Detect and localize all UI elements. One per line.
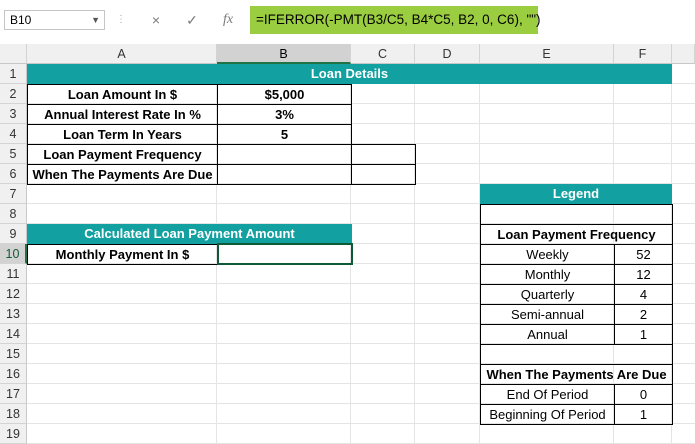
legend-due-value: 1	[614, 404, 673, 425]
row-header-8[interactable]: 8	[0, 204, 27, 224]
legend-due-header: When The Payments Are Due	[480, 364, 673, 385]
row-header-6[interactable]: 6	[0, 164, 27, 184]
row-header-14[interactable]: 14	[0, 324, 27, 344]
loan-details-header: Loan Details	[27, 64, 672, 84]
row-header-17[interactable]: 17	[0, 384, 27, 404]
row-header-7[interactable]: 7	[0, 184, 27, 204]
formula-input[interactable]: =IFERROR(-PMT(B3/C5, B4*C5, B2, 0, C6), "")	[250, 6, 538, 34]
legend-due-label: End Of Period	[480, 384, 615, 405]
cancel-icon[interactable]: ×	[151, 12, 161, 28]
row-header-1[interactable]: 1	[0, 64, 27, 84]
row-header-11[interactable]: 11	[0, 264, 27, 284]
legend-frequency-label: Quarterly	[480, 284, 615, 305]
loan-amount-value[interactable]: $5,000	[217, 84, 352, 105]
gridline	[414, 64, 415, 444]
legend-frequency-value: 12	[614, 264, 673, 285]
monthly-payment-cell[interactable]	[217, 243, 353, 265]
loan-term-label: Loan Term In Years	[27, 124, 218, 145]
drag-handle-icon[interactable]: ⋮	[116, 14, 126, 25]
interest-rate-value[interactable]: 3%	[217, 104, 352, 125]
row-header-5[interactable]: 5	[0, 144, 27, 164]
legend-blank-row	[480, 344, 673, 365]
column-header-g[interactable]	[672, 44, 695, 64]
row-header-18[interactable]: 18	[0, 404, 27, 424]
row-header-4[interactable]: 4	[0, 124, 27, 144]
legend-frequency-value: 2	[614, 304, 673, 325]
column-header-e[interactable]: E	[480, 44, 614, 64]
legend-frequency-header: Loan Payment Frequency	[480, 224, 673, 245]
legend-due-label: Beginning Of Period	[480, 404, 615, 425]
payment-frequency-label: Loan Payment Frequency	[27, 144, 218, 165]
payment-due-label: When The Payments Are Due	[27, 164, 218, 185]
formula-bar	[0, 0, 695, 40]
row-header-10[interactable]: 10	[0, 244, 27, 264]
calculated-payment-header: Calculated Loan Payment Amount	[27, 224, 352, 244]
legend-frequency-value: 1	[614, 324, 673, 345]
legend-frequency-value: 52	[614, 244, 673, 265]
column-header-c[interactable]: C	[351, 44, 415, 64]
legend-frequency-label: Annual	[480, 324, 615, 345]
legend-frequency-label: Monthly	[480, 264, 615, 285]
name-box[interactable]	[4, 10, 105, 30]
monthly-payment-label: Monthly Payment In $	[27, 244, 218, 265]
name-box-value: B10	[10, 13, 32, 27]
column-header-f[interactable]: F	[614, 44, 672, 64]
enter-icon[interactable]: ✓	[186, 12, 198, 28]
row-header-2[interactable]: 2	[0, 84, 27, 104]
row-header-12[interactable]: 12	[0, 284, 27, 304]
insert-function-icon[interactable]: fx	[222, 12, 234, 27]
legend-frequency-label: Weekly	[480, 244, 615, 265]
payment-frequency-extra-cell[interactable]	[351, 144, 416, 165]
payment-frequency-value[interactable]	[217, 144, 352, 165]
payment-due-extra-cell[interactable]	[351, 164, 416, 185]
row-header-13[interactable]: 13	[0, 304, 27, 324]
row-header-15[interactable]: 15	[0, 344, 27, 364]
row-header-9[interactable]: 9	[0, 224, 27, 244]
interest-rate-label: Annual Interest Rate In %	[27, 104, 218, 125]
row-header-3[interactable]: 3	[0, 104, 27, 124]
select-all-corner[interactable]	[0, 44, 27, 64]
legend-frequency-value: 4	[614, 284, 673, 305]
legend-due-value: 0	[614, 384, 673, 405]
chevron-down-icon[interactable]: ▼	[91, 15, 100, 25]
row-header-16[interactable]: 16	[0, 364, 27, 384]
legend-header: Legend	[480, 184, 672, 204]
column-header-a[interactable]: A	[27, 44, 217, 64]
loan-term-value[interactable]: 5	[217, 124, 352, 145]
column-header-b[interactable]: B	[217, 44, 351, 64]
payment-due-value[interactable]	[217, 164, 352, 185]
column-header-d[interactable]: D	[415, 44, 480, 64]
row-header-19[interactable]: 19	[0, 424, 27, 444]
legend-blank-row	[480, 204, 673, 225]
loan-amount-label: Loan Amount In $	[27, 84, 218, 105]
legend-frequency-label: Semi-annual	[480, 304, 615, 325]
